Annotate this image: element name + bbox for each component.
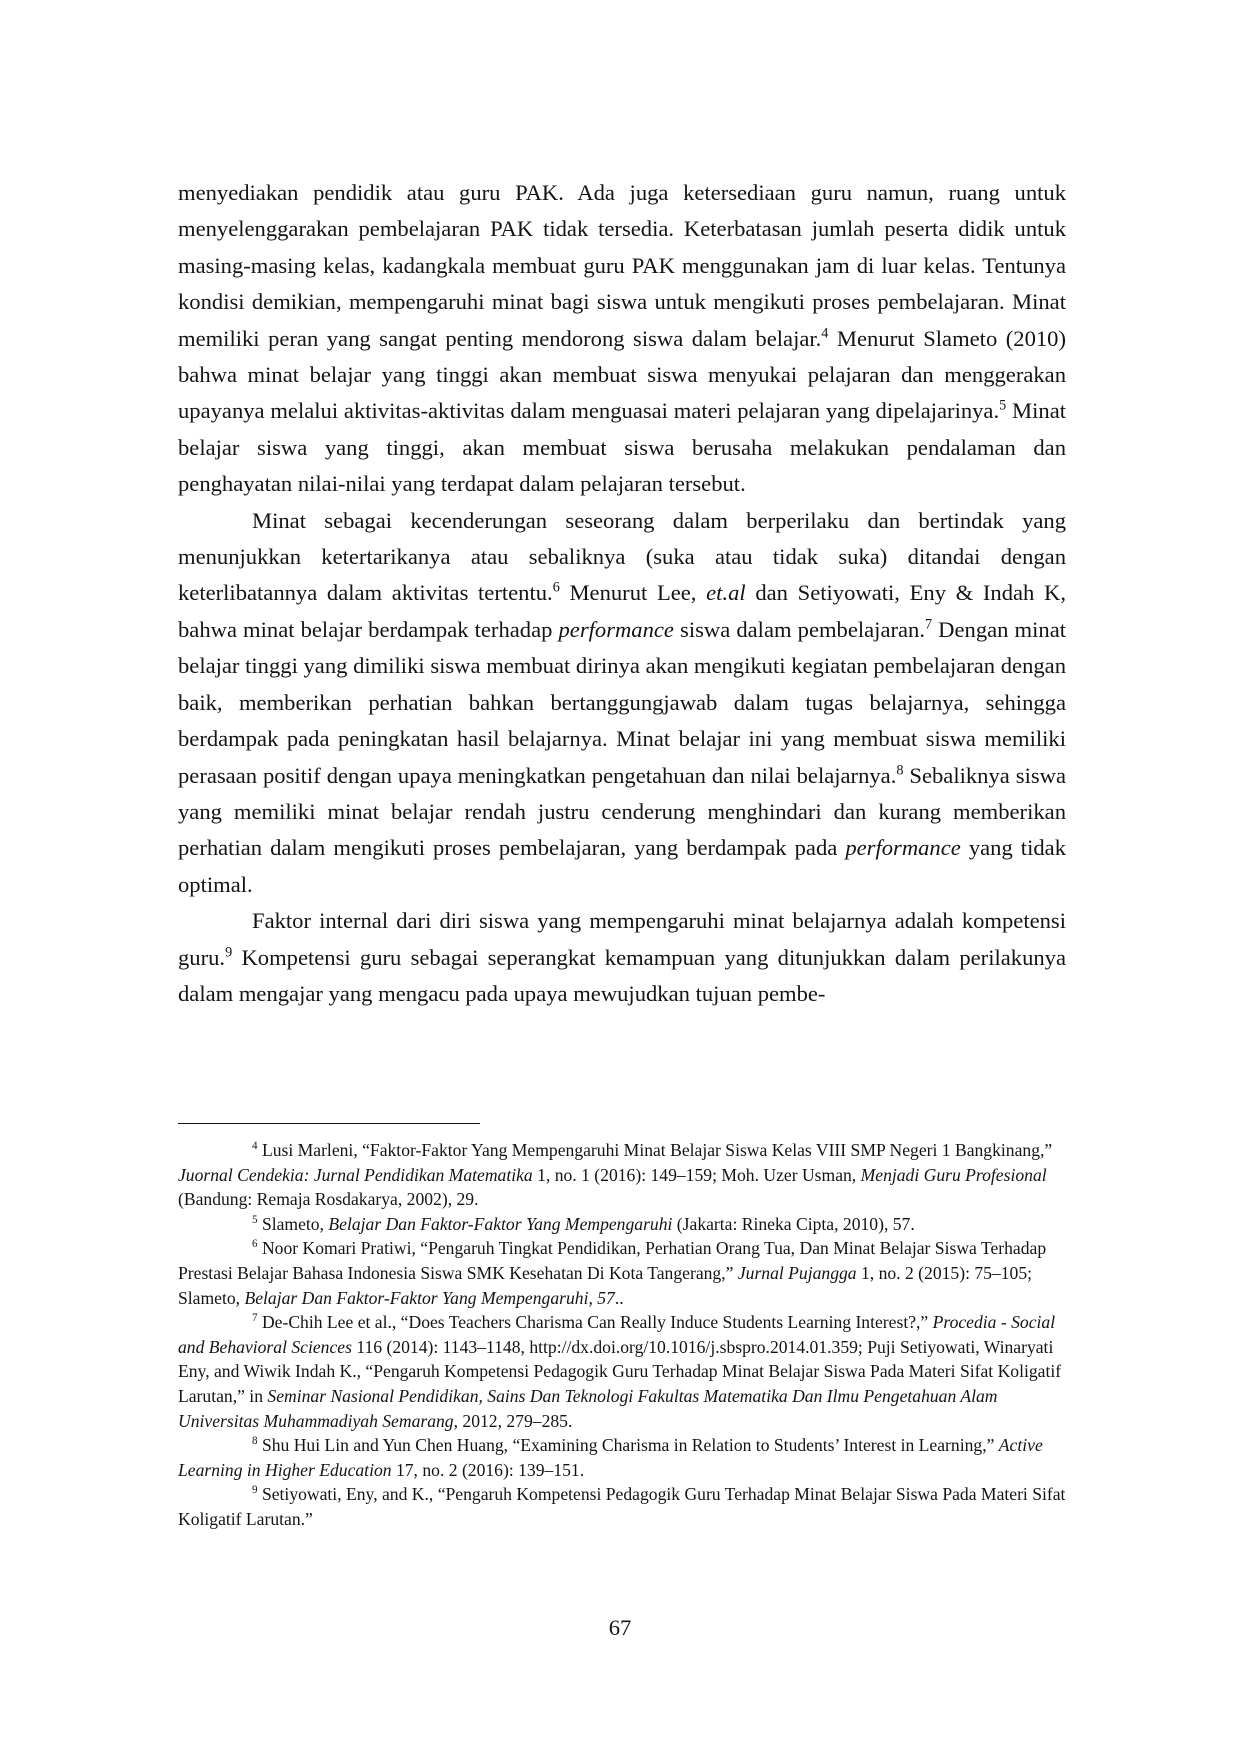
text-run: Sebaliknya siswa yang memiliki minat belajar rendah justru cenderung menghindari dan kurang memberikan perhatian dalam mengikuti proses pembelajaran, yang berdampak pada xyxy=(178,762,1066,861)
footnote-ref-8: 8 xyxy=(896,761,904,778)
footnote-italic: Jurnal Pujangga xyxy=(737,1262,857,1283)
footnote-number: 9 xyxy=(252,1484,258,1497)
italic-performance: performance xyxy=(558,616,674,642)
footnote-italic: Seminar Nasional Pendidikan, Sains Dan Teknologi Fakultas Matematika Dan Ilmu Pengetahuan Alam Universitas Muhammadiyah Semarang xyxy=(178,1385,998,1431)
footnote-text: 116 (2014): 1143–1148, http://dx.doi.org/10.1016/j.sbspro.2014.01.359; Puji Setiyowati, Winaryati Eny, and Wiwik Indah K., “Pengaruh Kompetensi Pedagogik Guru Terhadap Minat Belajar Siswa Pada Materi Sifat Koligatif Larutan,” in xyxy=(178,1336,1062,1406)
text-run: Kompetensi guru sebagai seperangkat kemampuan yang ditunjukkan dalam perilakunya dalam mengajar yang mengacu pada upaya mewujudkan tujuan pembe- xyxy=(178,944,1066,1006)
text-run: Faktor internal dari diri siswa yang mempengaruhi minat belajarnya adalah kompetensi guru. xyxy=(178,908,1066,970)
footnote-text: Shu Hui Lin and Yun Chen Huang, “Examining Charisma in Relation to Students’ Interest in Learning,” xyxy=(257,1435,999,1456)
footnote-9 xyxy=(178,1482,1070,1531)
footnote-italic: Belajar Dan Faktor-Faktor Yang Mempengaruhi, 57 xyxy=(244,1287,615,1308)
text-run: Minat belajar siswa yang tinggi, akan membuat siswa berusaha melakukan pendalaman dan penghayatan nilai-nilai yang terdapat dalam pelajaran tersebut. xyxy=(178,398,1066,497)
footnote-italic: Juornal Cendekia: Jurnal Pendidikan Matematika xyxy=(178,1164,533,1185)
footnote-number: 4 xyxy=(252,1140,258,1153)
footnote-separator xyxy=(178,1123,480,1124)
text-run: dan Setiyowati, Eny & Indah K, bahwa minat belajar berdampak terhadap xyxy=(178,580,1066,642)
text-run: yang tidak optimal. xyxy=(178,835,1066,897)
footnote-italic: Active Learning in Higher Education xyxy=(178,1435,1043,1480)
footnote-text: Noor Komari Pratiwi, “Pengaruh Tingkat Pendidikan, Perhatian Orang Tua, Dan Minat Belajar Siswa Terhadap Prestasi Belajar Bahasa Indonesia Siswa SMK Kesehatan Di Kota Tangerang,” xyxy=(178,1238,1047,1283)
page-number: 67 xyxy=(608,1615,632,1640)
footnotes xyxy=(178,1138,1070,1532)
footnote-text: .. xyxy=(614,1287,624,1308)
text-run: menyediakan pendidik atau guru PAK. Ada juga ketersediaan guru namun, ruang untuk menyelenggarakan pembelajaran PAK tidak tersedia. Keterbatasan jumlah peserta didik untuk masing-masing kelas, kadangkala membuat guru PAK menggunakan jam di luar kelas. Tentunya kondisi demikian, mempengaruhi minat bagi siswa untuk mengikuti proses pembelajaran. Minat memiliki peran yang sangat penting mendorong siswa dalam belajar. xyxy=(178,180,1066,351)
footnote-italic: Menjadi Guru Profesional xyxy=(860,1164,1047,1185)
italic-performance: performance xyxy=(845,835,961,861)
text-run: Dengan minat belajar tinggi yang dimiliki siswa membuat dirinya akan mengikuti kegiatan pembelajaran dengan baik, memberikan perhatian bahkan bertanggungjawab dalam tugas belajarnya, sehingga berdampak pada peningkatan hasil belajarnya. Minat belajar ini yang membuat siswa memiliki perasaan positif dengan upaya meningkatkan pengetahuan dan nilai belajarnya. xyxy=(178,616,1066,788)
paragraph-1 xyxy=(178,175,1066,503)
footnote-ref-9: 9 xyxy=(225,944,233,960)
footnote-text: Setiyowati, Eny, and K., “Pengaruh Kompetensi Pedagogik Guru Terhadap Minat Belajar Siswa Pada Materi Sifat Koligatif Larutan.” xyxy=(178,1484,1066,1529)
text-run: Menurut Slameto (2010) bahwa minat belajar yang tinggi akan membuat siswa menyukai pelajaran dan menggerakan upayanya melalui aktivitas-aktivitas dalam menguasai materi pelajaran yang dipelajarinya. xyxy=(178,325,1066,424)
paragraph-3 xyxy=(178,903,1066,1012)
footnote-text: Slameto, xyxy=(257,1213,329,1234)
footnote-number: 7 xyxy=(252,1312,258,1325)
paragraph-2 xyxy=(178,503,1066,903)
text-run: siswa dalam pembelajaran. xyxy=(673,616,925,642)
footnote-8 xyxy=(178,1433,1070,1482)
footnote-5 xyxy=(178,1212,1070,1237)
footnote-text: (Jakarta: Rineka Cipta, 2010), 57. xyxy=(672,1213,915,1234)
footnote-number: 5 xyxy=(252,1213,258,1226)
footnote-text: De-Chih Lee et al., “Does Teachers Charisma Can Really Induce Students Learning Interest?,” xyxy=(257,1312,933,1333)
footnote-ref-6: 6 xyxy=(552,579,560,596)
footnote-text: 1, no. 1 (2016): 149–159; Moh. Uzer Usman, xyxy=(532,1164,861,1185)
footnote-text: 17, no. 2 (2016): 139–151. xyxy=(391,1459,585,1480)
footnote-7 xyxy=(178,1310,1070,1433)
footnote-text: , 2012, 279–285. xyxy=(453,1410,573,1431)
footnote-ref-4: 4 xyxy=(821,325,829,342)
footnote-number: 6 xyxy=(252,1238,258,1251)
footnote-number: 8 xyxy=(252,1435,258,1448)
text-run: Minat sebagai kecenderungan seseorang dalam berperilaku dan bertindak yang menunjukkan ketertarikanya atau sebaliknya (suka atau tidak suka) ditandai dengan keterlibatannya dalam aktivitas tertentu. xyxy=(178,507,1066,606)
footnote-ref-7: 7 xyxy=(924,616,933,633)
footnote-6 xyxy=(178,1236,1070,1310)
body-text xyxy=(178,175,1066,1012)
italic-et-al: et.al xyxy=(706,580,746,606)
footnote-text: (Bandung: Remaja Rosdakarya, 2002), 29. xyxy=(178,1189,479,1210)
text-run: Menurut Lee, xyxy=(559,580,707,606)
footnote-italic: Belajar Dan Faktor-Faktor Yang Mempengaruhi xyxy=(328,1213,673,1234)
footnote-ref-5: 5 xyxy=(999,397,1007,414)
footnote-italic: Procedia - Social and Behavioral Sciences xyxy=(178,1312,1056,1357)
footnote-4 xyxy=(178,1138,1070,1212)
footnote-text: 1, no. 2 (2015): 75–105; Slameto, xyxy=(178,1262,1033,1308)
footnote-text: Lusi Marleni, “Faktor-Faktor Yang Mempengaruhi Minat Belajar Siswa Kelas VIII SMP Negeri 1 Bangkinang,” xyxy=(257,1140,1053,1160)
